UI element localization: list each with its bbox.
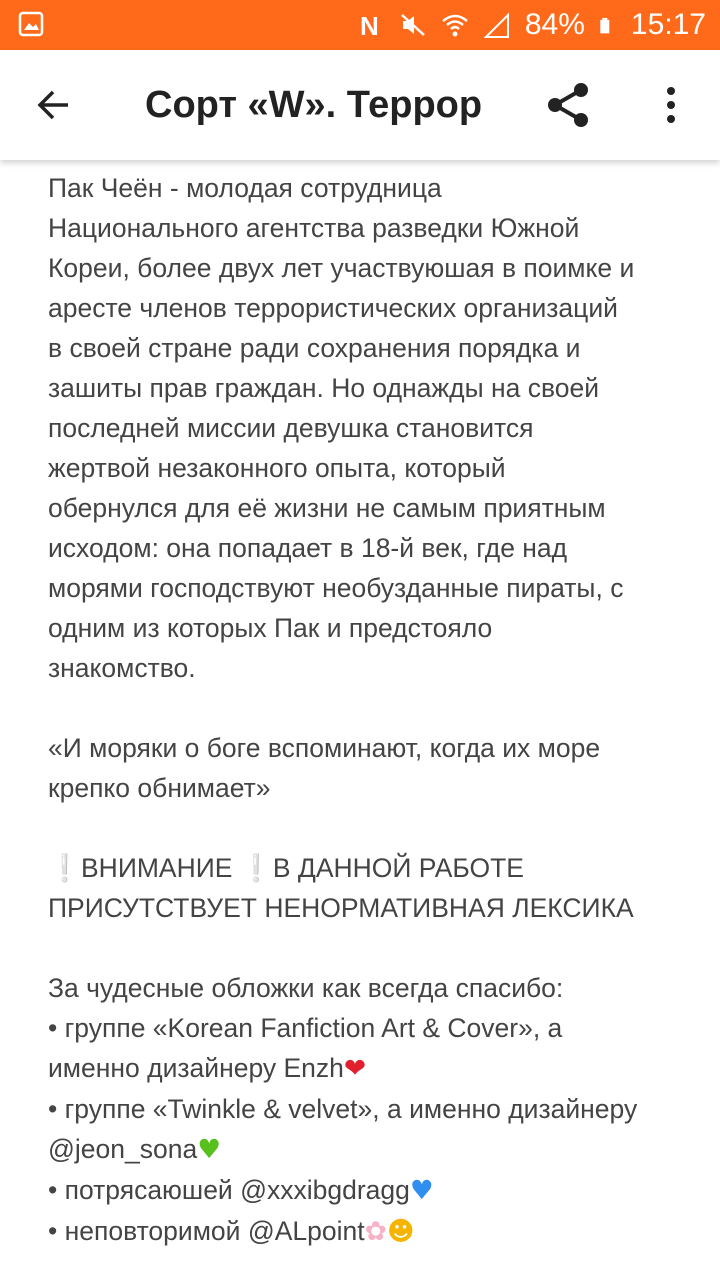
exclamation-icon: ❕ xyxy=(239,853,273,883)
share-icon xyxy=(543,80,593,130)
more-options-button[interactable] xyxy=(646,77,696,133)
warning-paragraph: ❕ВНИМАНИЕ ❕В ДАННОЙ РАБОТЕ ПРИСУТСТВУЕТ НЕНОРМАТИВНАЯ ЛЕКСИКА xyxy=(48,853,634,923)
status-bar xyxy=(0,0,720,50)
thanks-item: • неповторимой @ALpoint✿☻ xyxy=(48,1216,415,1247)
app-bar xyxy=(0,50,720,160)
quote-paragraph: «И моряки о боге вспоминают, когда их море крепко обнимает» xyxy=(48,733,601,803)
share-button[interactable] xyxy=(538,77,598,133)
blue-heart-icon: ♥ xyxy=(409,1175,434,1206)
mute-icon xyxy=(399,11,427,39)
back-button[interactable] xyxy=(26,77,82,133)
more-vert-icon xyxy=(665,85,677,125)
page-title: Сорт «W». Террор xyxy=(145,84,483,126)
thanks-intro: За чудесные обложки как всегда спасибо: xyxy=(48,973,564,1003)
clock: 15:17 xyxy=(630,8,706,41)
svg-text:N: N xyxy=(359,11,379,39)
signal-icon xyxy=(483,11,511,39)
green-heart-icon: ♥ xyxy=(197,1134,221,1165)
battery-percent: 84% xyxy=(524,8,585,41)
thanks-item: • группе «Korean Fanfiction Art & Cover», а именно дизайнеру Enzh❤ xyxy=(48,1013,563,1084)
thanks-item: • группе «Twinkle & velvet», а именно дизайнеру @jeon_sona♥ xyxy=(48,1094,638,1165)
exclamation-icon: ❕ xyxy=(48,853,81,883)
battery-icon xyxy=(599,11,617,39)
nfc-icon xyxy=(357,11,385,39)
description-text xyxy=(48,168,698,1252)
wifi-icon xyxy=(441,11,469,39)
kissing-face-icon: ☻ xyxy=(386,1216,415,1247)
gallery-notification-icon xyxy=(18,11,44,37)
arrow-left-icon xyxy=(34,85,74,125)
thanks-item: • потрясаюшей @xxxibgdragg♥ xyxy=(48,1175,434,1206)
synopsis-paragraph: Пак Чеён - молодая сотрудница Национального агентства разведки Южной Кореи, более двух лет участвуюшая в поимке и аресте членов террористических организаций в своей стране ради сохранения порядка и зашиты прав граждан. Но однажды на своей последней миссии девушка становится жертвой незаконного опыта, который обернулся для её жизни не самым приятным исходом: она попадает в 18-й век, где над морями господствуют необузданные пираты, с одним из которых Пак и предстояло знакомство. xyxy=(48,173,635,683)
cherry-blossom-icon: ✿ xyxy=(364,1216,387,1247)
red-heart-icon: ❤ xyxy=(343,1053,367,1084)
